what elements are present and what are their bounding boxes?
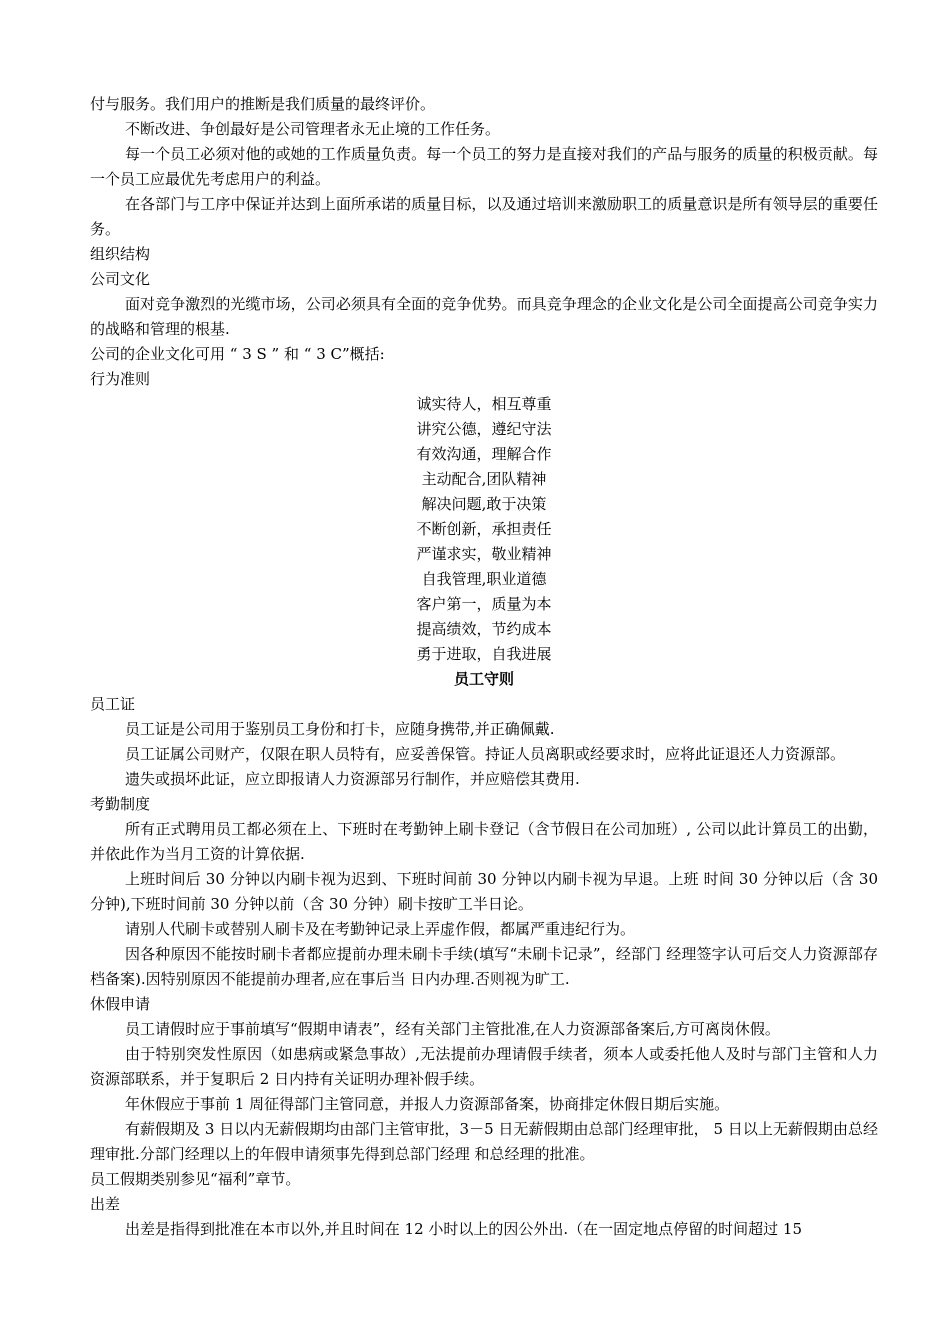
heading-company-culture: 公司文化 xyxy=(90,270,151,288)
paragraph: 面对竞争激烈的光缆市场，公司必须具有全面的竞争优势。而具竞争理念的企业文化是公司全面提高公司竞争实力的战略和管理的根基. xyxy=(90,295,878,338)
paragraph: 员工证是公司用于鉴别员工身份和打卡，应随身携带,并正确佩戴. xyxy=(125,720,555,738)
principle-item: 提高绩效，节约成本 xyxy=(416,620,552,638)
principles-list xyxy=(90,392,878,667)
paragraph: 遗失或损坏此证，应立即报请人力资源部另行制作，并应赔偿其费用. xyxy=(125,770,580,788)
paragraph: 上班时间后 30 分钟以内刷卡视为迟到、下班时间前 30 分钟以内刷卡视为早退。上班 时间 30 分钟以后（含 30 分钟),下班时间前 30 分钟以前（含 30 分钟）刷卡按旷工半日论。 xyxy=(90,870,878,913)
paragraph: 所有正式聘用员工都必须在上、下班时在考勤钟上刷卡登记（含节假日在公司加班）, 公司以此计算员工的出勤，并依此作为当月工资的计算依据. xyxy=(90,820,878,863)
heading-code-of-conduct: 行为准则 xyxy=(90,370,151,388)
principle-item: 勇于进取，自我进展 xyxy=(416,645,552,663)
paragraph: 公司的企业文化可用 “ 3 S ” 和 “ 3 C”概括: xyxy=(90,345,385,363)
paragraph: 因各种原因不能按时刷卡者都应提前办理未刷卡手续(填写“未刷卡记录”，经部门 经理签字认可后交人力资源部存档备案).因特别原因不能提前办理者,应在事后当 日内办理.否则视为旷工. xyxy=(90,945,878,988)
paragraph: 每一个员工必须对他的或她的工作质量负责。每一个员工的努力是直接对我们的产品与服务的质量的积极贡献。每一个员工应最优先考虑用户的利益。 xyxy=(90,145,878,188)
paragraph: 年休假应于事前 1 周征得部门主管同意，并报人力资源部备案，协商排定休假日期后实施。 xyxy=(125,1095,730,1113)
heading-leave-request: 休假申请 xyxy=(90,995,151,1013)
paragraph: 出差是指得到批准在本市以外,并且时间在 12 小时以上的因公外出.（在一固定地点停留的时间超过 15 xyxy=(125,1220,803,1238)
principle-item: 解决问题,敢于决策 xyxy=(421,495,547,513)
principle-item: 严谨求实，敬业精神 xyxy=(416,545,552,563)
paragraph: 员工假期类别参见“福利”章节。 xyxy=(90,1170,301,1188)
section-title: 员工守则 xyxy=(453,670,514,688)
principle-item: 客户第一，质量为本 xyxy=(416,595,552,613)
paragraph: 员工请假时应于事前填写“假期申请表”，经有关部门主管批准,在人力资源部备案后,方可离岗休假。 xyxy=(125,1020,780,1038)
principle-item: 诚实待人，相互尊重 xyxy=(416,395,552,413)
paragraph: 在各部门与工序中保证并达到上面所承诺的质量目标，以及通过培训来激励职工的质量意识是所有领导层的重要任务。 xyxy=(90,195,878,238)
document-page xyxy=(90,92,878,1242)
heading-employee-badge: 员工证 xyxy=(90,695,136,713)
paragraph: 请别人代刷卡或替别人刷卡及在考勤钟记录上弄虚作假，都属严重违纪行为。 xyxy=(125,920,636,938)
principle-item: 有效沟通，理解合作 xyxy=(416,445,552,463)
heading-business-trip: 出差 xyxy=(90,1195,121,1213)
paragraph: 员工证属公司财产，仅限在职人员特有，应妥善保管。持证人员离职或经要求时，应将此证退还人力资源部。 xyxy=(125,745,846,763)
paragraph: 由于特别突发性原因（如患病或紧急事故）,无法提前办理请假手续者，须本人或委托他人及时与部门主管和人力资源部联系，并于复职后 2 日内持有关证明办理补假手续。 xyxy=(90,1045,878,1088)
heading-org-structure: 组织结构 xyxy=(90,245,151,263)
heading-attendance: 考勤制度 xyxy=(90,795,151,813)
principle-item: 不断创新，承担责任 xyxy=(416,520,552,538)
paragraph: 付与服务。我们用户的推断是我们质量的最终评价。 xyxy=(90,95,436,113)
paragraph: 有薪假期及 3 日以内无薪假期均由部门主管审批，3－5 日无薪假期由总部门经理审批， 5 日以上无薪假期由总经理审批.分部门经理以上的年假申请须事先得到总部门经理 和总经理的批准。 xyxy=(90,1120,878,1163)
principle-item: 讲究公德，遵纪守法 xyxy=(416,420,552,438)
paragraph: 不断改进、争创最好是公司管理者永无止境的工作任务。 xyxy=(125,120,501,138)
principle-item: 主动配合,团队精神 xyxy=(421,470,547,488)
principle-item: 自我管理,职业道德 xyxy=(421,570,547,588)
